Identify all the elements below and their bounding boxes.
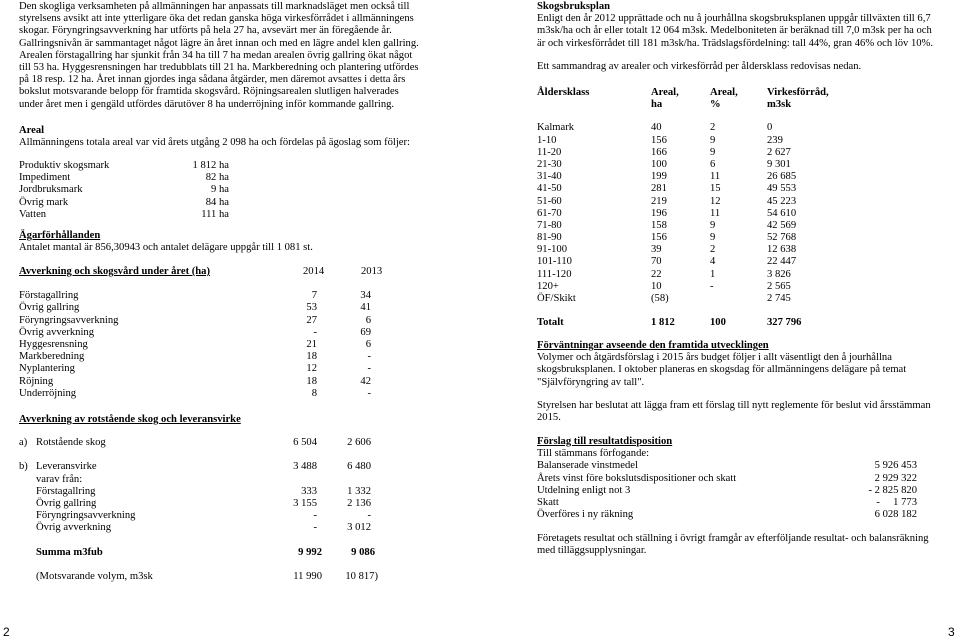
cell-areal-pct: 9 bbox=[710, 146, 716, 158]
summary-text bbox=[537, 61, 952, 73]
cell-age-class: 51-60 bbox=[537, 195, 562, 207]
cell-virkesforrad: 42 569 bbox=[767, 219, 797, 231]
intro-line: Gallringsnivån är sammantaget något lägre än året innan och med en lägre andel klen gallring. bbox=[19, 37, 419, 49]
areal-value: 9 ha bbox=[211, 184, 229, 196]
table-header-row-2 bbox=[537, 99, 837, 111]
avv-v1: 21 bbox=[306, 338, 317, 350]
lev-sub-label: Förstagallring bbox=[36, 485, 96, 497]
cell-age-class: 1-10 bbox=[537, 134, 557, 146]
th-unit-m3sk: m3sk bbox=[767, 99, 792, 111]
areal-row bbox=[19, 184, 319, 196]
cell-areal-pct: 6 bbox=[710, 158, 716, 170]
cell-age-class: 11-20 bbox=[537, 146, 562, 158]
exp-heading: Förväntningar avseende den framtida utvecklingen bbox=[537, 340, 769, 351]
avv-v1: 53 bbox=[306, 302, 317, 314]
intro-line: Arealen förstagallring har sjunkit från 34 ha till 7 ha medan arealen övrig gallring ökat något bbox=[19, 49, 413, 61]
avv-row bbox=[19, 302, 459, 314]
avv-year2: 2013 bbox=[361, 266, 383, 277]
th-unit-ha: ha bbox=[651, 99, 663, 111]
lev-sub-v2: 2 136 bbox=[347, 497, 371, 509]
res-value: - 2 825 820 bbox=[868, 484, 917, 496]
avv-v1: 18 bbox=[306, 351, 317, 363]
lev-sub-v2: 3 012 bbox=[347, 522, 371, 534]
res-value: 6 028 182 bbox=[874, 509, 917, 521]
lev-sub-row bbox=[19, 510, 459, 522]
areal-value: 82 ha bbox=[205, 172, 229, 184]
avv-row bbox=[19, 327, 459, 339]
cell-areal-pct: 2 bbox=[710, 244, 716, 256]
owner-text: Antalet mantal är 856,30943 och antalet delägare uppgår till 1 081 st. bbox=[19, 242, 313, 254]
avv-heading: Avverkning och skogsvård under året (ha) bbox=[19, 266, 210, 277]
avv-label: Föryngringsavverkning bbox=[19, 314, 119, 326]
table-row bbox=[537, 171, 837, 183]
avv-v2: - bbox=[367, 387, 371, 399]
table-row bbox=[537, 220, 837, 232]
th-unit-pct: % bbox=[710, 99, 721, 111]
cell-virkesforrad: 2 565 bbox=[767, 280, 791, 292]
table-row bbox=[537, 293, 837, 305]
board-line: 2015. bbox=[537, 412, 561, 424]
areal-label: Övrig mark bbox=[19, 196, 69, 208]
sum-v1: 9 992 bbox=[298, 546, 322, 558]
areal-row bbox=[19, 172, 319, 184]
avv-row bbox=[19, 315, 459, 327]
cell-age-class: 101-110 bbox=[537, 256, 572, 268]
res-row bbox=[537, 497, 937, 509]
cell-areal-pct: 9 bbox=[710, 219, 716, 231]
closing-section bbox=[537, 533, 952, 557]
table-row bbox=[537, 269, 837, 281]
avv-v2: - bbox=[367, 351, 371, 363]
rot-row bbox=[19, 437, 459, 449]
res-label: Överföres i ny räkning bbox=[537, 509, 634, 521]
areal-table bbox=[19, 160, 319, 221]
lev-sub-label: Föryngringsavverkning bbox=[36, 510, 136, 522]
table-row bbox=[537, 281, 837, 293]
avv-year1: 2014 bbox=[303, 266, 325, 277]
cell-areal-pct: - bbox=[710, 280, 714, 292]
plan-section bbox=[537, 1, 952, 50]
cell-age-class: 61-70 bbox=[537, 207, 562, 219]
res-label: Utdelning enligt not 3 bbox=[537, 484, 631, 496]
avv-label: Nyplantering bbox=[19, 363, 75, 375]
table-row bbox=[537, 208, 837, 220]
res-label: Balanserade vinstmedel bbox=[537, 460, 638, 472]
plan-line: är och virkesförrådet till 181 m3sk/ha. Trädslagsfördelning: tall 44%, gran 46% och löv 10%. bbox=[537, 37, 934, 49]
total-label: Totalt bbox=[537, 317, 564, 329]
motsv-label: (Motsvarande volym, m3sk bbox=[36, 570, 153, 582]
res-value: 5 926 453 bbox=[874, 460, 917, 472]
cell-areal-pct: 11 bbox=[710, 207, 721, 219]
lev-sub-v1: - bbox=[313, 510, 317, 522]
areal-row bbox=[19, 160, 319, 172]
cell-areal-ha: 156 bbox=[651, 134, 667, 146]
res-label: Årets vinst före bokslutsdispositioner och skatt bbox=[537, 472, 737, 484]
age-rows bbox=[537, 122, 837, 305]
intro-line: bokslut motsvarande belopp för framtida skogsvård. Röjningsarealen slutligen halverades bbox=[19, 86, 399, 98]
owner-heading: Ägarförhållanden bbox=[19, 230, 101, 241]
exp-line: Volymer och åtgärdsförslag i 2015 års budget följer i allt väsentligt den å jourhållna bbox=[537, 352, 892, 364]
cell-areal-ha: 219 bbox=[651, 195, 667, 207]
avv-v2: 69 bbox=[360, 326, 371, 338]
cell-areal-ha: 70 bbox=[651, 256, 662, 268]
board-line: Styrelsen har beslutat att lägga fram ett förslag till nytt reglemente för beslut vid årsstämman bbox=[537, 400, 931, 411]
th-aldersklass: Åldersklass bbox=[537, 87, 590, 98]
cell-areal-ha: 166 bbox=[651, 146, 667, 158]
cell-age-class: 111-120 bbox=[537, 268, 572, 280]
res-value: - 1 773 bbox=[876, 496, 917, 508]
intro-line: Den skogliga verksamheten på allmänningen har anpassats till marknadsläget men också till bbox=[19, 1, 410, 12]
lev-sub-v1: 3 155 bbox=[293, 497, 317, 509]
cell-virkesforrad: 0 bbox=[767, 122, 773, 134]
rot-label: Rotstående skog bbox=[36, 437, 106, 449]
age-class-table bbox=[537, 87, 837, 329]
intro-line: under året men i gengäld utfördes därutöver 8 ha underröjning inför kommande gallring. bbox=[19, 98, 395, 110]
cell-areal-pct: 1 bbox=[710, 268, 716, 280]
cell-virkesforrad: 26 685 bbox=[767, 171, 797, 183]
table-row bbox=[537, 135, 837, 147]
cell-virkesforrad: 3 826 bbox=[767, 268, 791, 280]
intro-line: skogar. Föryngringsavverkning har utförts på hela 27 ha, avsevärt mer än föregående år. bbox=[19, 25, 392, 37]
avv-row bbox=[19, 388, 459, 400]
cell-virkesforrad: 45 223 bbox=[767, 195, 797, 207]
lev-sub-v2: - bbox=[367, 510, 371, 522]
avv-v2: 41 bbox=[360, 302, 371, 314]
areal-label: Vatten bbox=[19, 208, 47, 220]
cell-age-class: 120+ bbox=[537, 280, 559, 292]
plan-line: Enligt den år 2012 upprättade och nu å jourhållna skogsbruksplanen uppgår tillväxten till 6,7 bbox=[537, 13, 931, 25]
areal-label: Impediment bbox=[19, 172, 71, 184]
plan-heading: Skogsbruksplan bbox=[537, 1, 611, 12]
res-row bbox=[537, 473, 937, 485]
lev-sub-v1: 333 bbox=[301, 485, 317, 497]
motsv-v2: 10 817) bbox=[345, 570, 378, 582]
cell-age-class: 91-100 bbox=[537, 244, 568, 256]
cell-areal-pct: 4 bbox=[710, 256, 716, 268]
avv-label: Underröjning bbox=[19, 387, 77, 399]
rot-v1: 6 504 bbox=[293, 437, 317, 449]
closing-line: Företagets resultat och ställning i övrigt framgår av efterföljande resultat- och balansräkning bbox=[537, 533, 929, 544]
exp-section bbox=[537, 340, 952, 389]
res-value: 2 929 322 bbox=[874, 472, 917, 484]
table-row bbox=[537, 159, 837, 171]
th-virkesforrad: Virkesförråd, bbox=[767, 87, 829, 98]
cell-age-class: 31-40 bbox=[537, 171, 562, 183]
exp-line: skogsbruksplanen. I oktober planeras en skogsdag för allmänningens delägare på temat bbox=[537, 364, 907, 376]
lev-v1: 3 488 bbox=[293, 461, 317, 473]
cell-virkesforrad: 22 447 bbox=[767, 256, 797, 268]
cell-areal-pct: 11 bbox=[710, 171, 721, 183]
lev-sub-label: Övrig avverkning bbox=[36, 522, 112, 534]
rot-prefix: a) bbox=[19, 437, 28, 449]
cell-areal-ha: 40 bbox=[651, 122, 662, 134]
areal-value: 111 ha bbox=[201, 208, 229, 220]
intro-line: till 53 ha. Hyggesrensningen har tredubblats till 21 ha. Markberedning och plantering utfördes bbox=[19, 62, 419, 74]
cell-areal-ha: 100 bbox=[651, 158, 667, 170]
cell-virkesforrad: 12 638 bbox=[767, 244, 797, 256]
cell-areal-ha: 199 bbox=[651, 171, 667, 183]
cell-virkesforrad: 52 768 bbox=[767, 232, 797, 244]
lev-sub-row bbox=[19, 522, 459, 534]
lev-sub-row bbox=[19, 486, 459, 498]
cell-virkesforrad: 239 bbox=[767, 134, 783, 146]
avv-row bbox=[19, 339, 459, 351]
table-row bbox=[537, 147, 837, 159]
cell-areal-ha: 39 bbox=[651, 244, 662, 256]
cell-areal-ha: 10 bbox=[651, 280, 662, 292]
cell-areal-pct: 9 bbox=[710, 134, 716, 146]
sum-v2: 9 086 bbox=[351, 546, 375, 558]
table-row bbox=[537, 244, 837, 256]
lev-sub-v2: 1 332 bbox=[347, 485, 371, 497]
avv-table bbox=[19, 266, 459, 400]
avv-row bbox=[19, 351, 459, 363]
cell-areal-pct: 9 bbox=[710, 232, 716, 244]
res-row bbox=[537, 485, 937, 497]
motsv-v1: 11 990 bbox=[293, 570, 322, 582]
avv-v1: 12 bbox=[306, 363, 317, 375]
cell-age-class: 21-30 bbox=[537, 158, 562, 170]
cell-virkesforrad: 2 627 bbox=[767, 146, 791, 158]
cell-areal-ha: 22 bbox=[651, 268, 662, 280]
avv-v2: 34 bbox=[360, 290, 371, 302]
table-row bbox=[537, 232, 837, 244]
page-number-right: 3 bbox=[948, 625, 955, 639]
cell-areal-ha: 281 bbox=[651, 183, 667, 195]
lev-sub-label: Övrig gallring bbox=[36, 497, 97, 509]
intro-line: på 18 resp. 12 ha. Året innan gjordes inga sådana åtgärder, men däremot avsattes i detta års bbox=[19, 74, 406, 86]
table-row bbox=[537, 183, 837, 195]
total-areal-ha: 1 812 bbox=[651, 317, 675, 329]
avv-row bbox=[19, 363, 459, 375]
areal-value: 84 ha bbox=[205, 196, 229, 208]
plan-line: m3sk/ha och år eller totalt 12 064 m3sk. Medelboniteten är beräknad till 7,0 m3sk per ha och bbox=[537, 25, 932, 37]
cell-areal-pct: 12 bbox=[710, 195, 721, 207]
cell-virkesforrad: 2 745 bbox=[767, 293, 791, 304]
sum-label: Summa m3fub bbox=[36, 546, 103, 558]
table-row bbox=[537, 122, 837, 134]
lev-sub-row bbox=[19, 498, 459, 510]
cell-areal-pct: 2 bbox=[710, 122, 716, 134]
cell-age-class: 41-50 bbox=[537, 183, 562, 195]
result-section bbox=[537, 436, 937, 521]
res-row bbox=[537, 509, 937, 521]
areal-row bbox=[19, 209, 319, 221]
lev-table bbox=[19, 414, 459, 583]
lev-label: Leveransvirke bbox=[36, 461, 97, 473]
areal-label: Produktiv skogsmark bbox=[19, 160, 110, 171]
page-number-left: 2 bbox=[3, 625, 10, 639]
cell-age-class: 71-80 bbox=[537, 219, 562, 231]
avv-label: Förstagallring bbox=[19, 290, 79, 302]
total-areal-pct: 100 bbox=[710, 317, 726, 329]
cell-areal-ha: 158 bbox=[651, 219, 667, 231]
avv-label: Markberedning bbox=[19, 351, 85, 363]
lev-heading: Avverkning av rotstående skog och leveransvirke bbox=[19, 414, 241, 425]
areal-heading: Areal bbox=[19, 125, 45, 136]
board-section bbox=[537, 400, 952, 424]
areal-text: Allmänningens totala areal var vid årets utgång 2 098 ha och fördelas på ägoslag som följer: bbox=[19, 137, 410, 149]
avv-label: Hyggesrensning bbox=[19, 338, 88, 350]
closing-line: med tilläggsupplysningar. bbox=[537, 545, 647, 557]
cell-age-class: ÖF/Skikt bbox=[537, 293, 576, 304]
avv-label: Övrig gallring bbox=[19, 302, 80, 314]
summary-line: Ett sammandrag av arealer och virkesförråd per åldersklass redovisas nedan. bbox=[537, 61, 862, 72]
sum-row bbox=[19, 547, 459, 559]
cell-areal-ha: 156 bbox=[651, 232, 667, 244]
avv-label: Övrig avverkning bbox=[19, 326, 95, 338]
th-areal-pct: Areal, bbox=[710, 87, 738, 98]
lev-row bbox=[19, 461, 459, 473]
cell-virkesforrad: 54 610 bbox=[767, 207, 797, 219]
avv-v1: - bbox=[313, 326, 317, 338]
owner-section bbox=[19, 230, 459, 254]
res-heading: Förslag till resultatdisposition bbox=[537, 436, 673, 447]
cell-areal-pct: 15 bbox=[710, 183, 721, 195]
th-areal-ha: Areal, bbox=[651, 87, 679, 98]
lev-v2: 6 480 bbox=[347, 461, 371, 473]
intro-paragraph bbox=[19, 1, 459, 111]
avv-row bbox=[19, 290, 459, 302]
table-row bbox=[537, 256, 837, 268]
cell-areal-ha: (58) bbox=[651, 293, 669, 304]
avv-v1: 7 bbox=[311, 290, 317, 302]
avv-v2: 6 bbox=[365, 338, 371, 350]
rot-v2: 2 606 bbox=[347, 437, 371, 449]
table-header-row bbox=[537, 87, 837, 99]
lev-prefix: b) bbox=[19, 461, 28, 473]
intro-line: styrelsens avsikt att inte ytterligare öka det redan ganska höga virkesförrådet i allmänningens bbox=[19, 13, 414, 25]
avv-row bbox=[19, 376, 459, 388]
avv-label: Röjning bbox=[19, 375, 54, 387]
exp-line: "Självföryngring av tall". bbox=[537, 376, 645, 388]
cell-virkesforrad: 49 553 bbox=[767, 183, 797, 195]
total-virkesforrad: 327 796 bbox=[767, 317, 802, 329]
areal-label: Jordbruksmark bbox=[19, 184, 83, 196]
lev-sub-v1: - bbox=[313, 522, 317, 534]
areal-value: 1 812 ha bbox=[192, 160, 229, 171]
avv-header-row bbox=[19, 266, 459, 278]
avv-v1: 27 bbox=[306, 314, 317, 326]
areal-section bbox=[19, 125, 459, 149]
lev-sub-heading: varav från: bbox=[36, 473, 83, 485]
res-row bbox=[537, 460, 937, 472]
cell-virkesforrad: 9 301 bbox=[767, 158, 791, 170]
avv-v1: 8 bbox=[311, 387, 317, 399]
motsv-row bbox=[19, 571, 459, 583]
res-label: Skatt bbox=[537, 496, 559, 508]
total-row bbox=[537, 317, 837, 329]
cell-age-class: Kalmark bbox=[537, 122, 575, 134]
avv-v1: 18 bbox=[306, 375, 317, 387]
cell-age-class: 81-90 bbox=[537, 232, 562, 244]
table-row bbox=[537, 196, 837, 208]
avv-v2: 6 bbox=[365, 314, 371, 326]
avv-v2: 42 bbox=[360, 375, 371, 387]
res-sub: Till stämmans förfogande: bbox=[537, 448, 650, 460]
cell-areal-ha: 196 bbox=[651, 207, 667, 219]
areal-row bbox=[19, 197, 319, 209]
avv-v2: - bbox=[367, 363, 371, 375]
